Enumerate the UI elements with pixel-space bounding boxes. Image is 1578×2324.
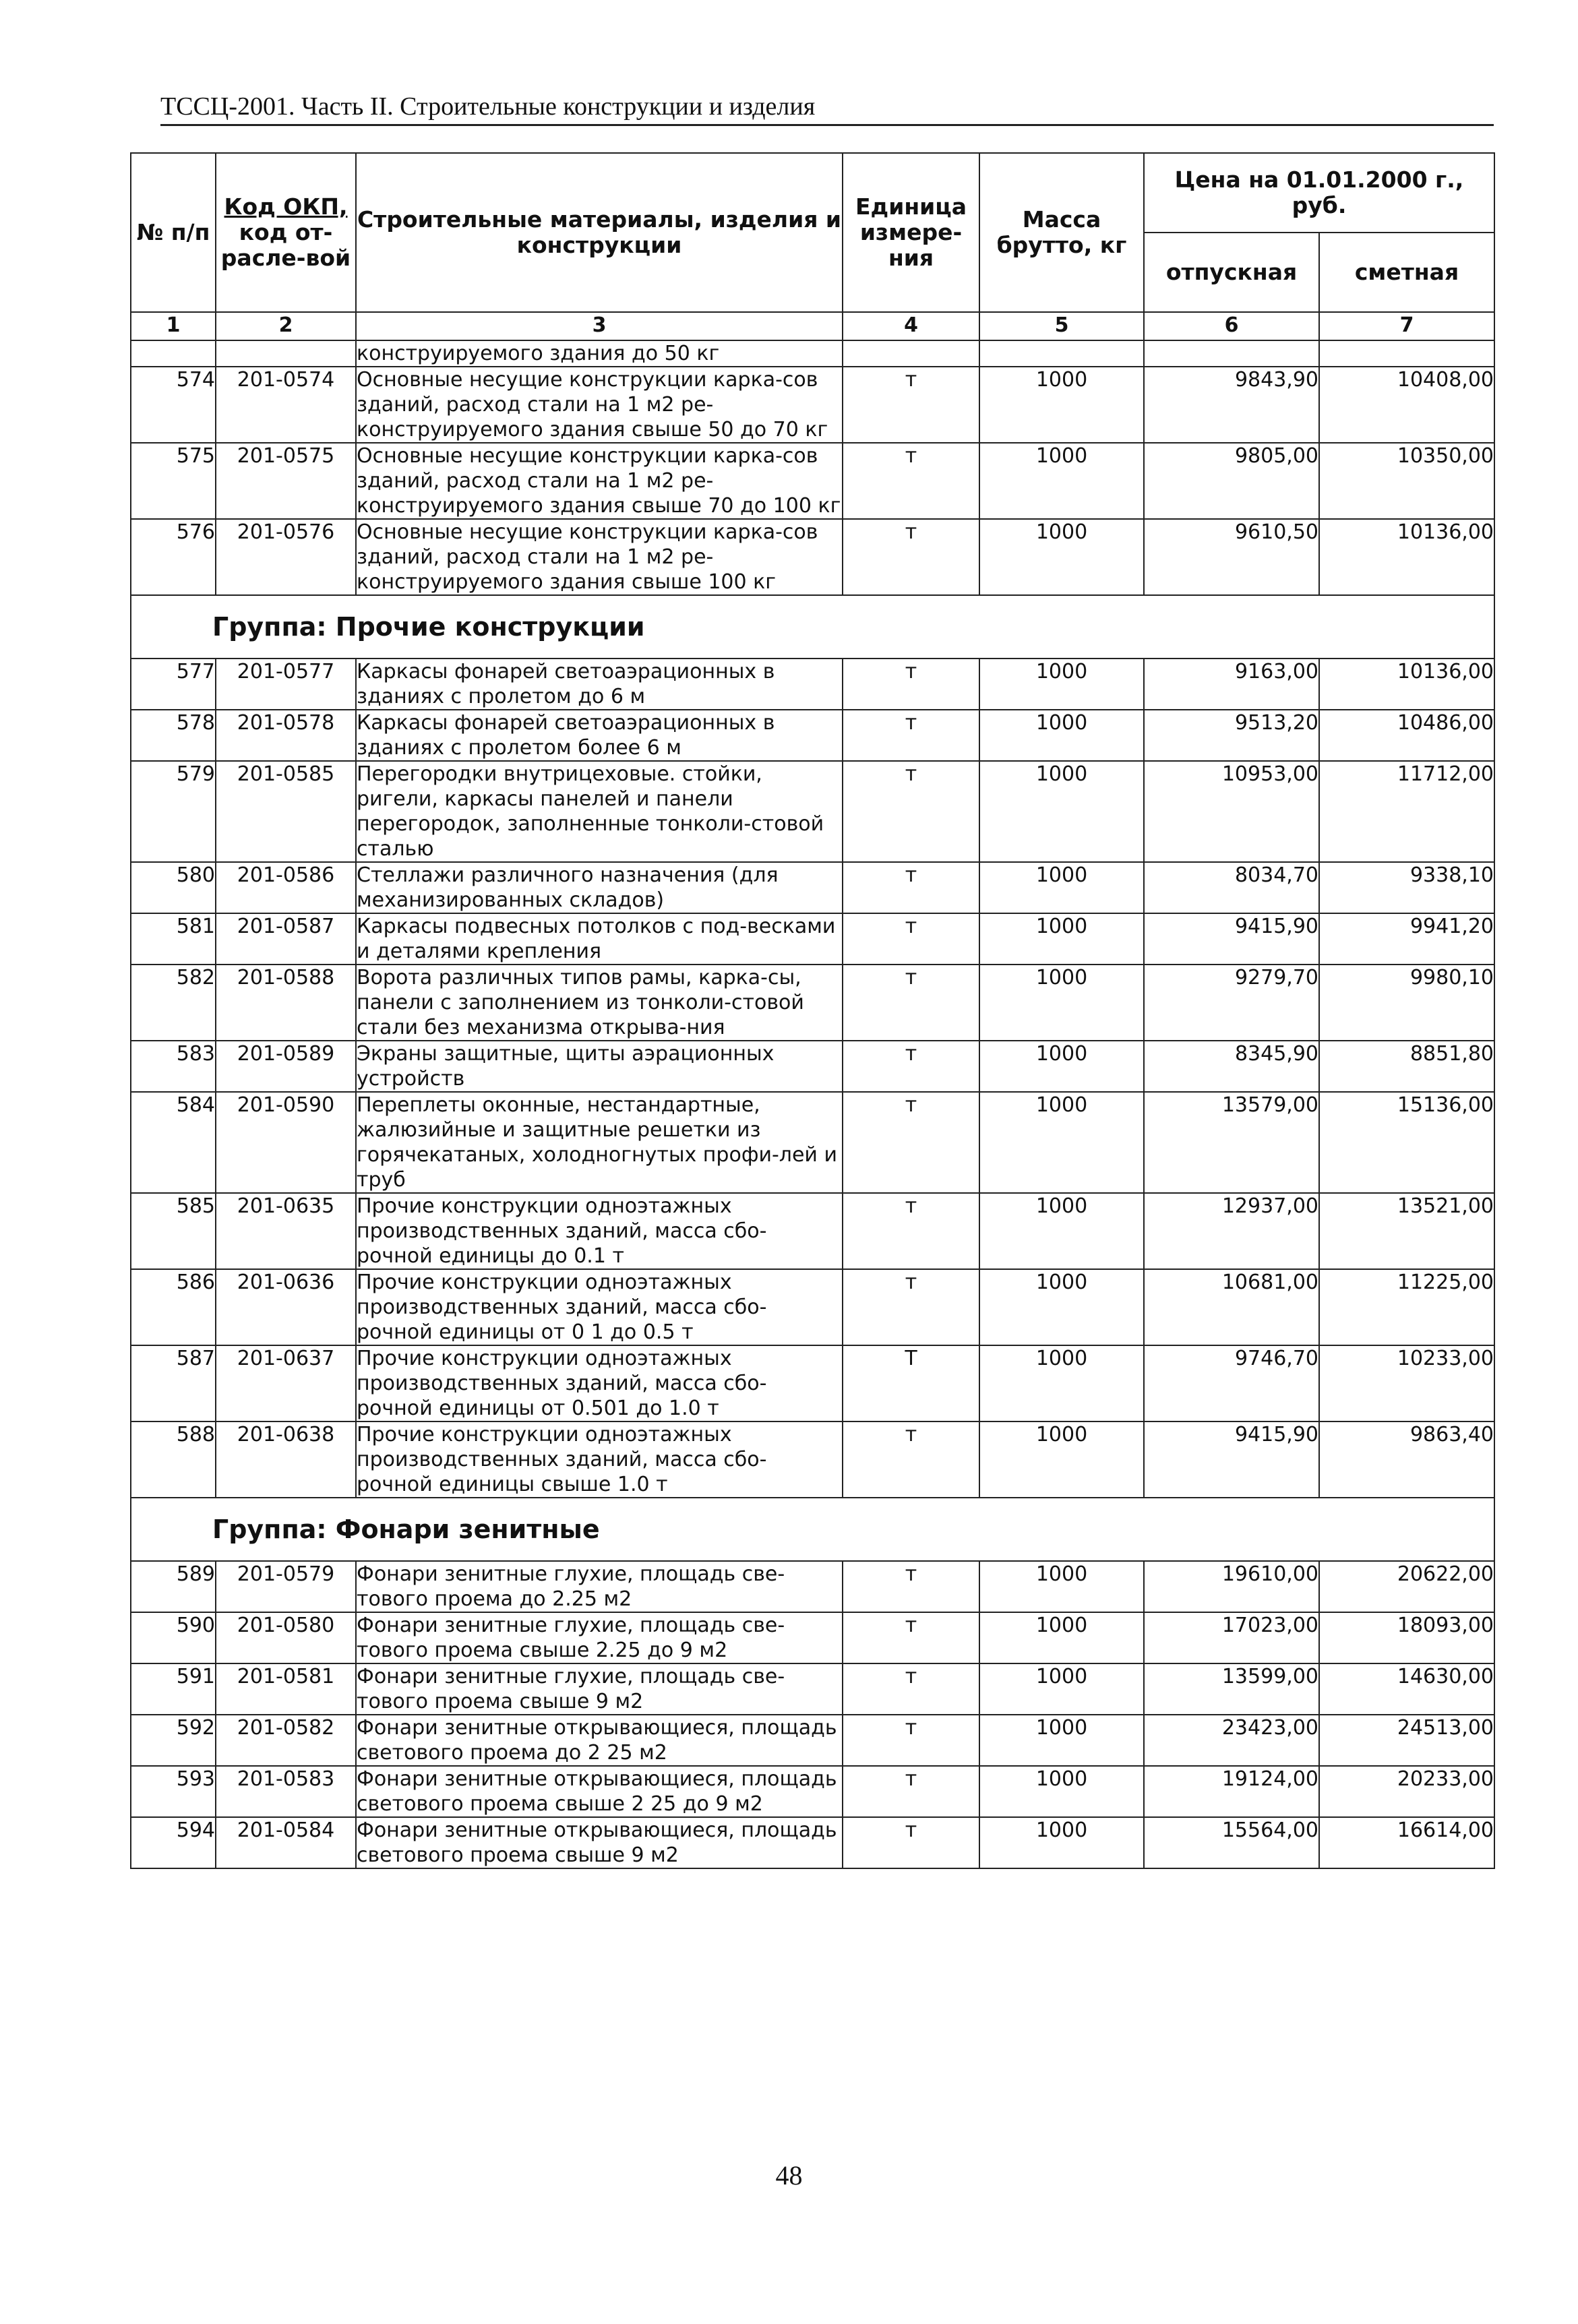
table-row xyxy=(131,1715,1494,1766)
row-unit: т xyxy=(843,367,979,443)
row-price-est: 20233,00 xyxy=(1319,1766,1494,1817)
row-price-out: 10681,00 xyxy=(1144,1269,1319,1345)
row-price-out: 9610,50 xyxy=(1144,519,1319,595)
row-number: 581 xyxy=(131,913,216,965)
row-price-out: 23423,00 xyxy=(1144,1715,1319,1766)
row-price-out: 12937,00 xyxy=(1144,1193,1319,1269)
row-number: 589 xyxy=(131,1561,216,1612)
table-row xyxy=(131,1193,1494,1269)
row-unit: т xyxy=(843,519,979,595)
row-code: 201-0574 xyxy=(216,367,356,443)
row-price-out: 9746,70 xyxy=(1144,1345,1319,1421)
column-number: 1 xyxy=(131,312,216,340)
row-code: 201-0582 xyxy=(216,1715,356,1766)
row-code: 201-0577 xyxy=(216,659,356,710)
row-name: Фонари зенитные открывающиеся, площадь светового проема до 2 25 м2 xyxy=(356,1715,843,1766)
row-number: 582 xyxy=(131,965,216,1041)
row-mass: 1000 xyxy=(979,1612,1144,1663)
row-price-out: 19610,00 xyxy=(1144,1561,1319,1612)
row-number: 585 xyxy=(131,1193,216,1269)
row-unit: т xyxy=(843,1193,979,1269)
row-mass: 1000 xyxy=(979,1817,1144,1868)
column-number: 4 xyxy=(843,312,979,340)
row-price-out: 9415,90 xyxy=(1144,1421,1319,1498)
row-name: Переплеты оконные, нестандартные, жалюзийные и защитные решетки из горячекатаных, холодногнутых профи-лей и труб xyxy=(356,1092,843,1193)
row-number: 578 xyxy=(131,710,216,761)
row-code: 201-0581 xyxy=(216,1663,356,1715)
table-row xyxy=(131,1612,1494,1663)
row-price-out: 9513,20 xyxy=(1144,710,1319,761)
row-code: 201-0636 xyxy=(216,1269,356,1345)
row-name: Стеллажи различного назначения (для механизированных складов) xyxy=(356,862,843,913)
row-unit: т xyxy=(843,1421,979,1498)
row-mass: 1000 xyxy=(979,1715,1144,1766)
row-name: Фонари зенитные глухие, площадь све-тового проема свыше 9 м2 xyxy=(356,1663,843,1715)
row-mass: 1000 xyxy=(979,1193,1144,1269)
row-code: 201-0589 xyxy=(216,1041,356,1092)
table-row xyxy=(131,913,1494,965)
col-header-code-branch: код от-расле-вой xyxy=(220,219,351,271)
row-number: 575 xyxy=(131,443,216,519)
row-name: Фонари зенитные глухие, площадь све-тового проема свыше 2.25 до 9 м2 xyxy=(356,1612,843,1663)
table-row xyxy=(131,1269,1494,1345)
row-mass: 1000 xyxy=(979,1041,1144,1092)
row-unit: т xyxy=(843,1766,979,1817)
row-mass: 1000 xyxy=(979,913,1144,965)
row-unit: т xyxy=(843,862,979,913)
row-price-est: 10486,00 xyxy=(1319,710,1494,761)
row-code: 201-0584 xyxy=(216,1817,356,1868)
row-price-est: 10350,00 xyxy=(1319,443,1494,519)
row-name: Основные несущие конструкции карка-сов зданий, расход стали на 1 м2 ре-конструируемого здания свыше 70 до 100 кг xyxy=(356,443,843,519)
row-code: 201-0586 xyxy=(216,862,356,913)
row-price-out: 8345,90 xyxy=(1144,1041,1319,1092)
row-unit: т xyxy=(843,1663,979,1715)
row-name: Прочие конструкции одноэтажных производственных зданий, масса сбо-рочной единицы от 0.501 до 1.0 т xyxy=(356,1345,843,1421)
table-row xyxy=(131,1561,1494,1612)
price-table xyxy=(130,152,1495,1869)
row-price-est: 11225,00 xyxy=(1319,1269,1494,1345)
row-number: 584 xyxy=(131,1092,216,1193)
row-code: 201-0578 xyxy=(216,710,356,761)
column-number: 2 xyxy=(216,312,356,340)
row-mass: 1000 xyxy=(979,1663,1144,1715)
row-number: 574 xyxy=(131,367,216,443)
row-code: 201-0579 xyxy=(216,1561,356,1612)
table-row xyxy=(131,1041,1494,1092)
row-unit: т xyxy=(843,965,979,1041)
row-unit: т xyxy=(843,1041,979,1092)
col-header-code xyxy=(216,153,356,312)
row-price-est: 16614,00 xyxy=(1319,1817,1494,1868)
col-header-price: Цена на 01.01.2000 г., руб. xyxy=(1144,153,1494,233)
table-row xyxy=(131,1817,1494,1868)
column-number: 5 xyxy=(979,312,1144,340)
row-code: 201-0575 xyxy=(216,443,356,519)
row-code: 201-0590 xyxy=(216,1092,356,1193)
row-price-est: 10136,00 xyxy=(1319,519,1494,595)
row-price-out: 13579,00 xyxy=(1144,1092,1319,1193)
row-code: 201-0637 xyxy=(216,1345,356,1421)
column-number-row xyxy=(131,312,1494,340)
row-price-out: 9279,70 xyxy=(1144,965,1319,1041)
row-mass: 1000 xyxy=(979,1561,1144,1612)
row-mass: 1000 xyxy=(979,761,1144,862)
row-name: Фонари зенитные открывающиеся, площадь светового проема свыше 9 м2 xyxy=(356,1817,843,1868)
group-title: Группа: Прочие конструкции xyxy=(212,611,645,642)
row-unit: т xyxy=(843,1817,979,1868)
row-number: 587 xyxy=(131,1345,216,1421)
row-number: 577 xyxy=(131,659,216,710)
table-body xyxy=(131,340,1494,1868)
row-code: 201-0580 xyxy=(216,1612,356,1663)
row-price-est: 13521,00 xyxy=(1319,1193,1494,1269)
row-code: 201-0576 xyxy=(216,519,356,595)
row-price-est: 10136,00 xyxy=(1319,659,1494,710)
table-row xyxy=(131,1421,1494,1498)
row-unit: т xyxy=(843,1269,979,1345)
row-mass: 1000 xyxy=(979,1092,1144,1193)
row-mass: 1000 xyxy=(979,1345,1144,1421)
row-code: 201-0585 xyxy=(216,761,356,862)
row-name: Перегородки внутрицеховые. стойки, ригели, каркасы панелей и панели перегородок, заполненные тонколи-стовой сталью xyxy=(356,761,843,862)
col-header-unit: Единица измере-ния xyxy=(843,153,979,312)
table-row xyxy=(131,659,1494,710)
table-row xyxy=(131,1092,1494,1193)
row-price-est: 10408,00 xyxy=(1319,367,1494,443)
col-header-price-out: отпускная xyxy=(1144,233,1319,312)
col-header-name: Строительные материалы, изделия и конструкции xyxy=(356,153,843,312)
table-row xyxy=(131,965,1494,1041)
table-row xyxy=(131,1345,1494,1421)
row-price-out: 15564,00 xyxy=(1144,1817,1319,1868)
col-header-no: № п/п xyxy=(131,153,216,312)
row-unit: Т xyxy=(843,1345,979,1421)
row-name: Ворота различных типов рамы, карка-сы, панели с заполнением из тонколи-стовой стали без механизма открыва-ния xyxy=(356,965,843,1041)
row-price-est: 9863,40 xyxy=(1319,1421,1494,1498)
table-row xyxy=(131,519,1494,595)
row-mass: 1000 xyxy=(979,862,1144,913)
row-price-est: 24513,00 xyxy=(1319,1715,1494,1766)
row-mass: 1000 xyxy=(979,1421,1144,1498)
group-row xyxy=(131,595,1494,659)
group-title: Группа: Фонари зенитные xyxy=(212,1514,600,1544)
column-number: 7 xyxy=(1319,312,1494,340)
row-name: Фонари зенитные глухие, площадь све-тового проема до 2.25 м2 xyxy=(356,1561,843,1612)
row-unit: т xyxy=(843,1561,979,1612)
row-price-out: 9805,00 xyxy=(1144,443,1319,519)
row-unit: т xyxy=(843,659,979,710)
table-row xyxy=(131,761,1494,862)
col-header-mass: Масса брутто, кг xyxy=(979,153,1144,312)
row-number: 591 xyxy=(131,1663,216,1715)
row-price-out: 19124,00 xyxy=(1144,1766,1319,1817)
row-price-est: 14630,00 xyxy=(1319,1663,1494,1715)
row-price-est: 9941,20 xyxy=(1319,913,1494,965)
row-price-out: 9843,90 xyxy=(1144,367,1319,443)
row-price-out: 10953,00 xyxy=(1144,761,1319,862)
row-price-out: 9163,00 xyxy=(1144,659,1319,710)
row-number: 593 xyxy=(131,1766,216,1817)
row-number: 588 xyxy=(131,1421,216,1498)
row-mass: 1000 xyxy=(979,1269,1144,1345)
row-number: 580 xyxy=(131,862,216,913)
continuation-text: конструируемого здания до 50 кг xyxy=(356,340,843,367)
row-name: Каркасы фонарей светоаэрационных в зданиях с пролетом более 6 м xyxy=(356,710,843,761)
group-cell xyxy=(131,1498,1494,1561)
row-code: 201-0583 xyxy=(216,1766,356,1817)
row-unit: т xyxy=(843,761,979,862)
row-name: Экраны защитные, щиты аэрационных устройств xyxy=(356,1041,843,1092)
page-header: ТССЦ-2001. Часть II. Строительные конструкции и изделия xyxy=(160,89,1494,126)
row-name: Основные несущие конструкции карка-сов зданий, расход стали на 1 м2 ре-конструируемого здания свыше 100 кг xyxy=(356,519,843,595)
table-row xyxy=(131,367,1494,443)
group-row xyxy=(131,1498,1494,1561)
row-number: 576 xyxy=(131,519,216,595)
row-name: Каркасы подвесных потолков с под-весками и деталями крепления xyxy=(356,913,843,965)
row-code: 201-0638 xyxy=(216,1421,356,1498)
group-cell xyxy=(131,595,1494,659)
row-code: 201-0587 xyxy=(216,913,356,965)
page-number: 48 xyxy=(775,2160,803,2191)
row-unit: т xyxy=(843,1092,979,1193)
row-mass: 1000 xyxy=(979,519,1144,595)
row-price-est: 11712,00 xyxy=(1319,761,1494,862)
row-mass: 1000 xyxy=(979,443,1144,519)
column-number: 3 xyxy=(356,312,843,340)
row-number: 594 xyxy=(131,1817,216,1868)
row-price-est: 10233,00 xyxy=(1319,1345,1494,1421)
row-number: 583 xyxy=(131,1041,216,1092)
row-price-est: 9338,10 xyxy=(1319,862,1494,913)
row-price-out: 8034,70 xyxy=(1144,862,1319,913)
row-price-est: 20622,00 xyxy=(1319,1561,1494,1612)
table-header xyxy=(131,153,1494,340)
row-mass: 1000 xyxy=(979,710,1144,761)
table-row xyxy=(131,443,1494,519)
row-price-out: 9415,90 xyxy=(1144,913,1319,965)
row-mass: 1000 xyxy=(979,659,1144,710)
row-name: Каркасы фонарей светоаэрационных в зданиях с пролетом до 6 м xyxy=(356,659,843,710)
row-name: Прочие конструкции одноэтажных производственных зданий, масса сбо-рочной единицы до 0.1 т xyxy=(356,1193,843,1269)
row-mass: 1000 xyxy=(979,1766,1144,1817)
row-price-est: 18093,00 xyxy=(1319,1612,1494,1663)
row-name: Фонари зенитные открывающиеся, площадь светового проема свыше 2 25 до 9 м2 xyxy=(356,1766,843,1817)
row-name: Прочие конструкции одноэтажных производственных зданий, масса сбо-рочной единицы от 0 1 до 0.5 т xyxy=(356,1269,843,1345)
row-price-est: 9980,10 xyxy=(1319,965,1494,1041)
col-header-code-okp: Код ОКП, xyxy=(224,193,348,220)
row-unit: т xyxy=(843,1612,979,1663)
row-code: 201-0635 xyxy=(216,1193,356,1269)
row-price-est: 15136,00 xyxy=(1319,1092,1494,1193)
row-unit: т xyxy=(843,443,979,519)
row-number: 592 xyxy=(131,1715,216,1766)
col-header-price-est: сметная xyxy=(1319,233,1494,312)
row-mass: 1000 xyxy=(979,965,1144,1041)
column-number: 6 xyxy=(1144,312,1319,340)
row-number: 586 xyxy=(131,1269,216,1345)
row-number: 590 xyxy=(131,1612,216,1663)
row-price-est: 8851,80 xyxy=(1319,1041,1494,1092)
row-number: 579 xyxy=(131,761,216,862)
row-unit: т xyxy=(843,1715,979,1766)
row-unit: т xyxy=(843,913,979,965)
continuation-row xyxy=(131,340,1494,367)
row-name: Основные несущие конструкции карка-сов зданий, расход стали на 1 м2 ре-конструируемого здания свыше 50 до 70 кг xyxy=(356,367,843,443)
row-price-out: 17023,00 xyxy=(1144,1612,1319,1663)
table-row xyxy=(131,1766,1494,1817)
row-mass: 1000 xyxy=(979,367,1144,443)
row-name: Прочие конструкции одноэтажных производственных зданий, масса сбо-рочной единицы свыше 1.0 т xyxy=(356,1421,843,1498)
row-price-out: 13599,00 xyxy=(1144,1663,1319,1715)
table-row xyxy=(131,862,1494,913)
table-row xyxy=(131,1663,1494,1715)
row-unit: т xyxy=(843,710,979,761)
row-code: 201-0588 xyxy=(216,965,356,1041)
table-row xyxy=(131,710,1494,761)
